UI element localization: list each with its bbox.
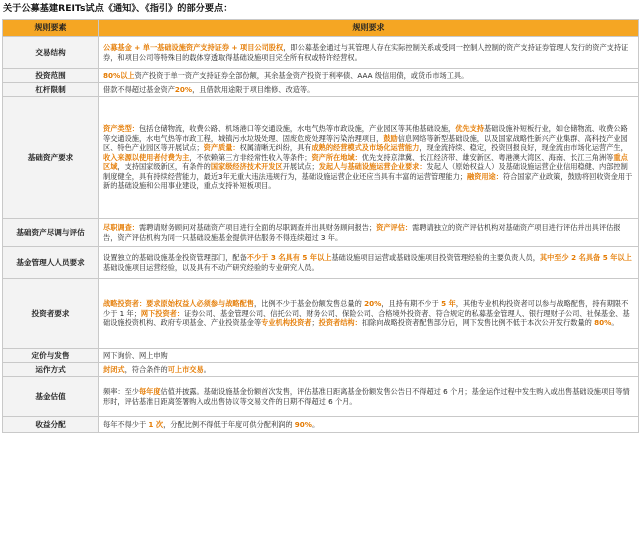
- rule-element-label: 交易结构: [3, 37, 99, 69]
- rule-element-label: 基础资产要求: [3, 97, 99, 219]
- rule-requirement-cell: [99, 417, 639, 433]
- rule-element-label: 收益分配: [3, 417, 99, 433]
- requirement-text: ，且借款用途限于项目维修、改造等。: [192, 84, 315, 94]
- rule-requirement-cell: [99, 219, 639, 247]
- rule-requirement-cell: [99, 247, 639, 279]
- requirement-text: 发起人（原始权益人）及基础设施运营企业信用稳健、内部控制制度健全，具有持续经营能力，最近3年无重大违法违规行为，基础设施运营企业还应当具有丰富的运营管理能力；: [103, 162, 628, 181]
- requirement-text: 。: [203, 364, 211, 374]
- requirement-text: 信息网络等新型基础设施，以及国家战略性新兴产业集群、高科技产业园区、特色产业园区等开展试点；: [103, 133, 628, 153]
- table-row: [3, 417, 639, 433]
- requirement-text: ，即公募基金通过与其管理人存在实际控制关系或受同一控制人控制的资产支持证券管理人发行的资产支持证券，和项目公司等特殊目的载体穿透取得基础设施项目完全所有权或特许经营权。: [103, 42, 629, 62]
- highlighted-text: 90%: [294, 419, 313, 429]
- highlighted-text: 不少于 3 名具有 5 年以上: [246, 252, 332, 262]
- rule-requirement-cell: [99, 363, 639, 377]
- rule-requirement-cell: [99, 83, 639, 97]
- requirement-text: 基础设施项目运营或基础设施项目投资管理经验的主要负责人员，: [331, 252, 540, 262]
- rule-element-label: 投资者要求: [3, 279, 99, 349]
- requirement-text: 。: [312, 419, 320, 429]
- table-row: [3, 377, 639, 417]
- requirement-text: 需聘请独立的资产评估机构对基础资产项目进行评估并出具评估报告，资产评估机构为同一只基础设施基金提供评估服务不得连续超过 3 年。: [103, 222, 621, 242]
- table-body: [3, 37, 639, 433]
- requirement-text: ，分配比例不得低于年度可供分配利润的: [163, 419, 295, 429]
- requirement-text: 借款不得超过基金资产: [103, 84, 175, 94]
- requirement-text: 基础设施补短板行业，如仓储物流、收费公路等交通设施，水电气热等市政工程，城镇污水垃圾处理、固废危废处理等污染治理项目，: [103, 123, 628, 143]
- highlighted-text: 成熟的经营模式及市场化运营能力: [311, 143, 420, 153]
- table-row: [3, 279, 639, 349]
- highlighted-text: 收入来源以使用者付费为主: [103, 152, 190, 162]
- highlighted-text: 要求原始权益人必须参与战略配售: [146, 299, 254, 309]
- rule-element-label: 基础资产尽调与评估: [3, 219, 99, 247]
- rule-requirement-cell: [99, 377, 639, 417]
- highlighted-text: 尽职调查：: [103, 222, 139, 232]
- requirement-text: 设置独立的基础设施基金投资管理部门，配备: [103, 252, 247, 262]
- rule-requirement-cell: [99, 349, 639, 363]
- highlighted-text: 1 次: [148, 419, 164, 429]
- rule-element-label: 基金估值: [3, 377, 99, 417]
- highlighted-text: 公募基金 + 单一基础设施资产支持证券 + 项目公司股权: [103, 42, 284, 52]
- table-row: [3, 247, 639, 279]
- highlighted-text: 网下投资者：: [140, 308, 185, 318]
- highlighted-text: 资产质量：: [203, 143, 240, 153]
- requirement-text: 基础设施基金份额首次发售，评估基准日距离基金份额发售公告日不得超过 6 个月；基金运作过程中发生购入或出售基础设施项目等情形时，评估基准日距离签署购入或出售协议等交易文件的日期不得超过 6 个月。: [103, 386, 630, 406]
- highlighted-text: 资产所在地域：: [311, 152, 362, 162]
- rule-element-label: 基金管理人人员要求: [3, 247, 99, 279]
- requirement-text: ，比例不少于基金份额发售总量的: [253, 299, 365, 309]
- rule-requirement-cell: [99, 69, 639, 83]
- highlighted-text: 20%: [174, 84, 193, 94]
- highlighted-text: 每年度: [138, 386, 161, 396]
- highlighted-text: 封闭式: [103, 364, 125, 374]
- highlighted-text: 国家级经济技术开发区: [210, 162, 283, 172]
- highlighted-text: 资产类型：: [103, 123, 139, 133]
- requirement-text: 权属清晰无纠纷，具有: [239, 143, 312, 153]
- highlighted-text: 80%: [594, 318, 612, 328]
- table-header-row: [3, 20, 639, 37]
- table-row: [3, 69, 639, 83]
- rule-element-label: 运作方式: [3, 363, 99, 377]
- highlighted-text: 可上市交易: [167, 364, 204, 374]
- requirement-text: ，且持有期不少于: [381, 299, 442, 309]
- page-title: 关于公募基建REITs试点《通知》、《指引》的部分要点：: [0, 0, 640, 18]
- requirement-text: ；: [311, 318, 319, 328]
- rule-requirement-cell: [99, 37, 639, 69]
- requirement-text: ，现金流持续、稳定，投资回报良好，现金流由市场化运营产生，: [419, 143, 628, 153]
- table-row: [3, 349, 639, 363]
- rule-requirement-cell: [99, 97, 639, 219]
- table-row: [3, 83, 639, 97]
- highlighted-text: 优先支持: [455, 123, 484, 133]
- rule-element-label: 杠杆限制: [3, 83, 99, 97]
- highlighted-text: 投资者结构：: [318, 318, 362, 328]
- highlighted-text: 20%: [364, 299, 382, 309]
- rules-table: [2, 19, 639, 433]
- requirement-text: 扣除向战略投资者配售部分后，网下发售比例不低于本次公开发行数量的: [361, 318, 595, 328]
- highlighted-text: 5 年: [441, 299, 456, 309]
- requirement-text: ，其他专业机构投资者可以参与战略配售，持有期限不少于 1 年；: [103, 299, 629, 318]
- header-requirement: 规则要求: [99, 20, 639, 37]
- table-row: [3, 363, 639, 377]
- requirement-text: ，支持国家级新区，有条件的: [117, 162, 211, 172]
- highlighted-text: 鼓励: [383, 133, 398, 143]
- highlighted-text: 其中至少 2 名具备 5 年以上: [539, 252, 632, 262]
- requirement-text: 符合国家产业政策，鼓励将回收资金用于新的基础设施和公用事业建设，重点支持补短板项目。: [103, 171, 633, 191]
- rule-element-label: 投资范围: [3, 69, 99, 83]
- header-element: 规则要素: [3, 20, 99, 37]
- table-row: [3, 97, 639, 219]
- requirement-text: 频率：至少: [103, 386, 139, 396]
- requirement-text: 优先支持京津冀、长江经济带、雄安新区、粤港澳大湾区、海南、长江三角洲等: [361, 152, 614, 162]
- rule-element-label: 定价与发售: [3, 349, 99, 363]
- rule-requirement-cell: [99, 279, 639, 349]
- requirement-text: 需聘请财务顾问对基础资产项目进行全面的尽职调查并出具财务顾问报告；: [138, 222, 377, 232]
- highlighted-text: 融资用途：: [466, 171, 503, 181]
- highlighted-text: 80%以上: [103, 70, 135, 80]
- highlighted-text: 资产评估：: [376, 222, 413, 232]
- requirement-text: 开展试点；: [282, 162, 319, 172]
- requirement-text: ，符合条件的: [124, 364, 168, 374]
- requirement-text: 网下询价、网上申购: [103, 350, 168, 360]
- table-row: [3, 219, 639, 247]
- requirement-text: 每年不得少于: [103, 419, 149, 429]
- highlighted-text: 专业机构投资者: [261, 318, 312, 328]
- highlighted-text: 重点区域: [103, 152, 628, 172]
- requirement-text: 估值并披露。: [160, 386, 204, 396]
- requirement-text: 证券公司、基金管理公司、信托公司、财务公司、保险公司、合格境外投资者、符合规定的私募基金管理人、银行理财子公司、社保基金、基础设施投资机构、政府专项基金、产业投资基金等: [103, 308, 630, 328]
- requirement-text: 基础设施项目运营经验，以及具有不动产研究经验的专业研究人员。: [103, 262, 319, 272]
- requirement-text: 资产投资于单一资产支持证券全部份额，其余基金资产投资于利率债、AAA 级信用债，或货币市场工具。: [134, 70, 469, 80]
- requirement-text: ，不依赖第三方非经常性收入等条件；: [189, 152, 312, 162]
- table-row: [3, 37, 639, 69]
- highlighted-text: 战略投资者：: [103, 299, 147, 309]
- requirement-text: 包括仓储物流，收费公路、机场港口等交通设施，水电气热等市政设施，产业园区等其他基础设施，: [138, 123, 456, 133]
- highlighted-text: 发起人与基础设施运营企业要求：: [318, 162, 427, 172]
- requirement-text: 。: [611, 318, 619, 328]
